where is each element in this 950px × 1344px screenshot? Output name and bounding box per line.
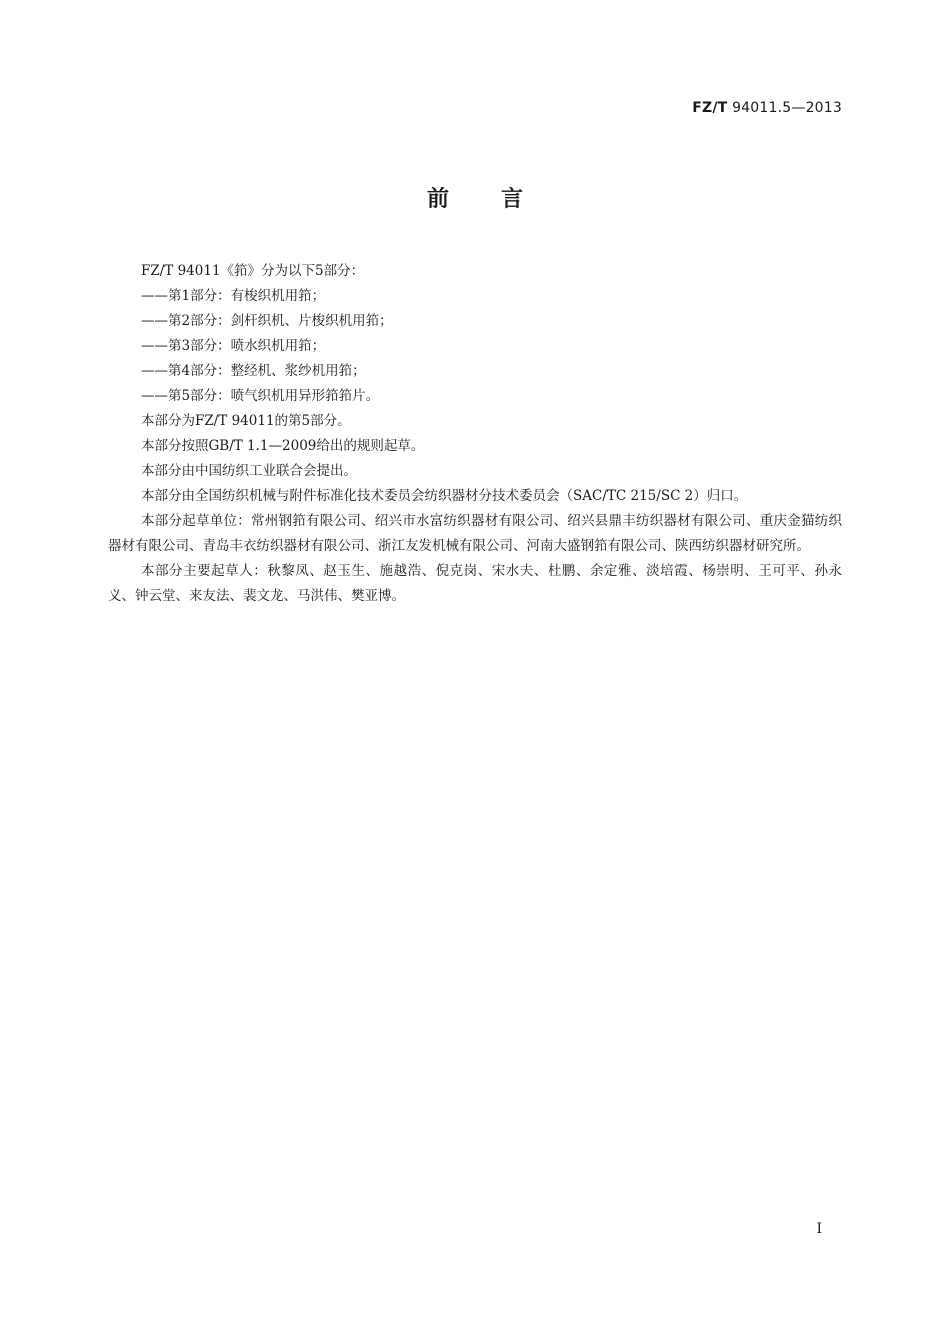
paragraph-centralized-by: 本部分由全国纺织机械与附件标准化技术委员会纺织器材分技术委员会（SAC/TC 215/SC 2）归口。 bbox=[141, 488, 748, 504]
list-item-part-5: ——第5部分：喷气织机用异形筘筘片。 bbox=[141, 388, 380, 404]
paragraph-main-drafters: 本部分主要起草人：秋黎凤、赵玉生、施越浩、倪克岗、宋水夫、杜鹏、余定雅、淡培霞、杨崇明、王可平、孙永义、钟云堂、来友法、裴文龙、马洪伟、樊亚博。 bbox=[108, 563, 842, 604]
standard-code: 94011.5—2013 bbox=[727, 100, 842, 116]
paragraph-proposed-by: 本部分由中国纺织工业联合会提出。 bbox=[141, 463, 357, 479]
paragraph-drafting-units: 本部分起草单位：常州钢筘有限公司、绍兴市水富纺织器材有限公司、绍兴县鼎丰纺织器材有限公司、重庆金猫纺织器材有限公司、青岛丰衣纺织器材有限公司、浙江友发机械有限公司、河南大盛钢筘有限公司、陕西纺织器材研究所。 bbox=[108, 513, 842, 554]
page-number: I bbox=[816, 1221, 822, 1237]
list-item-part-3: ——第3部分：喷水织机用筘； bbox=[141, 338, 326, 354]
paragraph-part-of: 本部分为FZ/T 94011的第5部分。 bbox=[141, 413, 351, 429]
intro-paragraph: FZ/T 94011《筘》分为以下5部分： bbox=[141, 263, 365, 279]
list-item-part-1: ——第1部分：有梭织机用筘； bbox=[141, 288, 326, 304]
foreword-body bbox=[108, 259, 842, 609]
paragraph-drafting-rules: 本部分按照GB/T 1.1—2009给出的规则起草。 bbox=[141, 438, 425, 454]
list-item-part-2: ——第2部分：剑杆织机、片梭织机用筘； bbox=[141, 313, 393, 329]
list-item-part-4: ——第4部分：整经机、浆纱机用筘； bbox=[141, 363, 366, 379]
standard-number bbox=[692, 100, 842, 116]
page-title: 前言 bbox=[426, 187, 575, 212]
standard-prefix: FZ/T bbox=[692, 100, 728, 116]
